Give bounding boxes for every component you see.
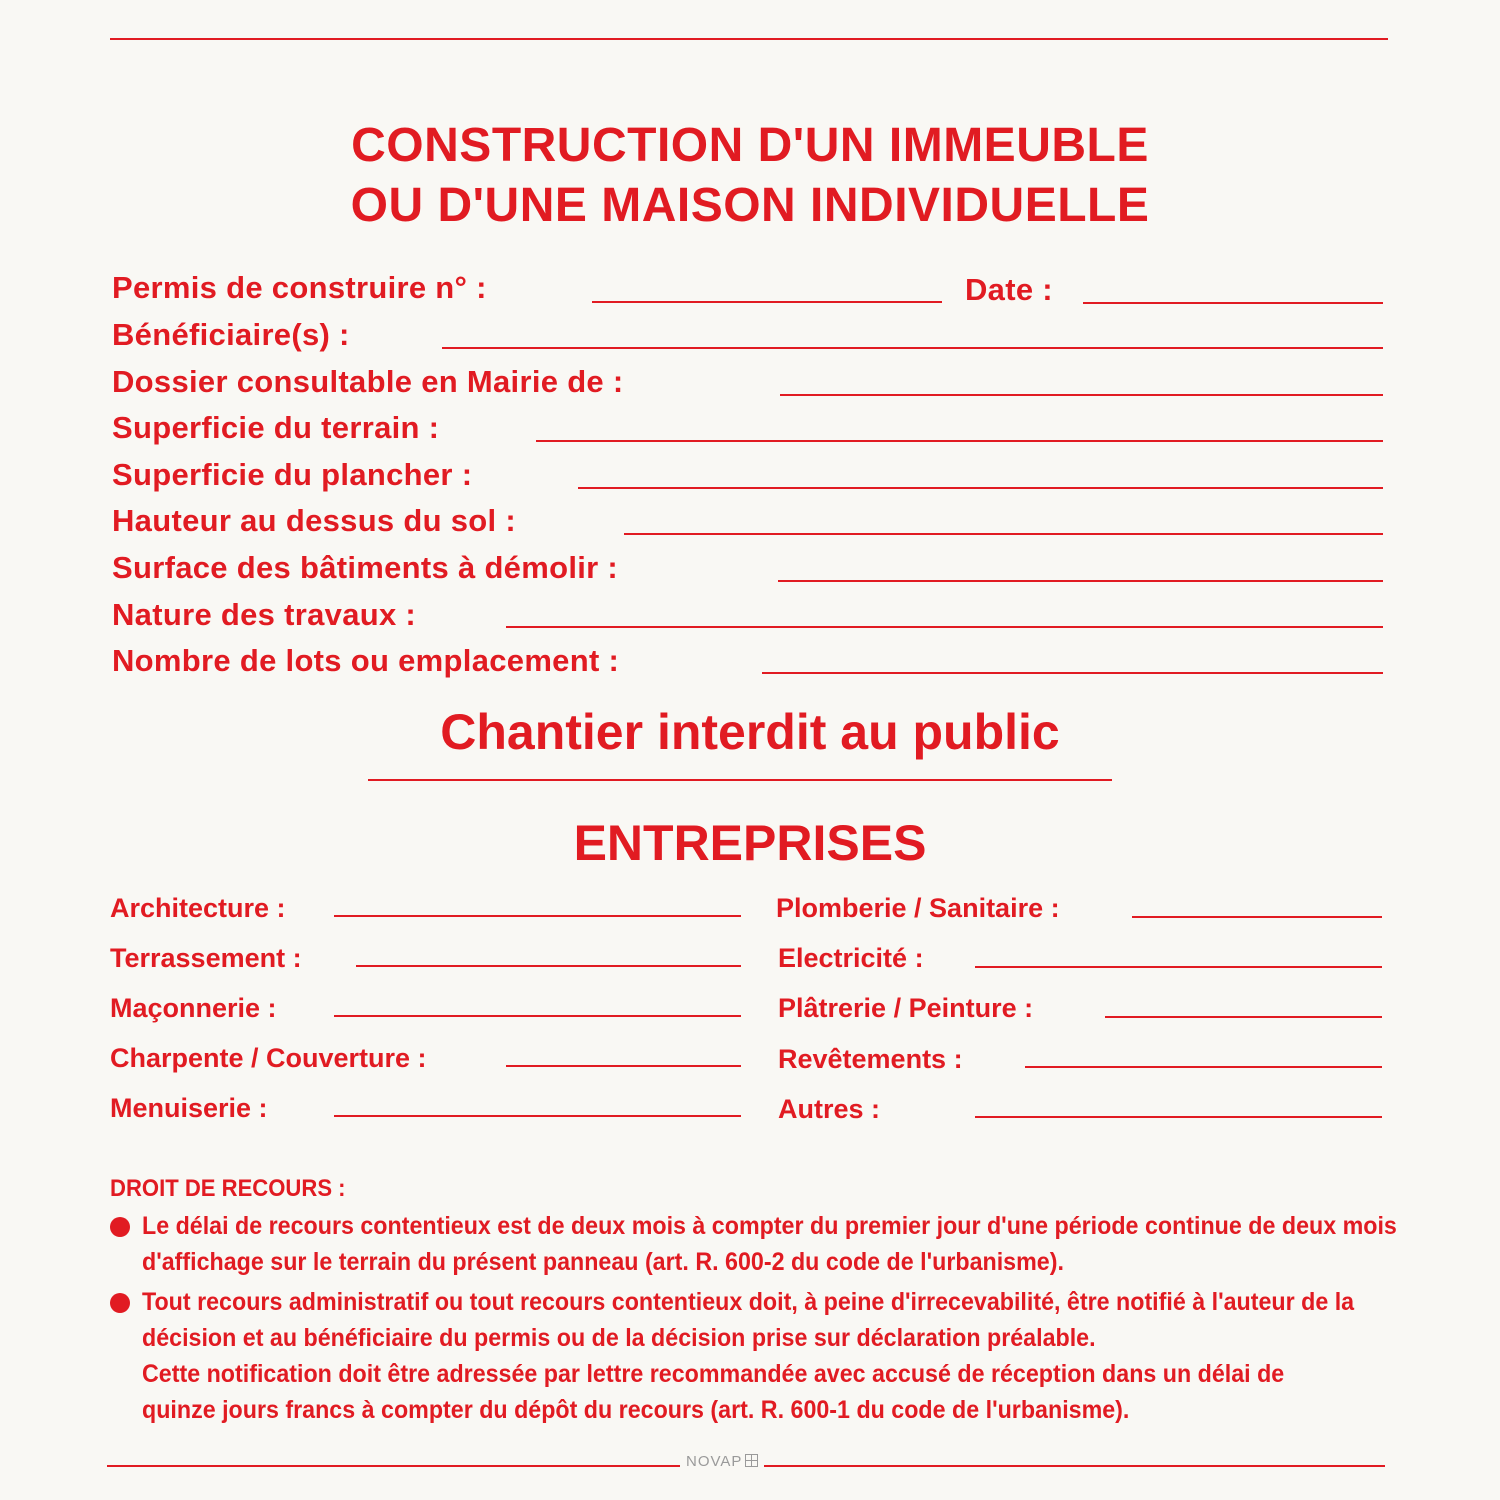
date-label: Date : (965, 272, 1053, 307)
dossier-line[interactable] (780, 394, 1383, 396)
ent-architecture-label: Architecture : (110, 893, 286, 923)
ent-plomberie-label: Plomberie / Sanitaire : (776, 893, 1060, 923)
dossier-label: Dossier consultable en Mairie de : (112, 364, 624, 399)
brand-text: NOVAP (686, 1453, 743, 1470)
date-line[interactable] (1083, 302, 1383, 304)
nature-travaux-label: Nature des travaux : (112, 597, 417, 632)
recours-p2-line3: Cette notification doit être adressée par lettre recommandée avec accusé de réception dans un délai de (142, 1360, 1285, 1388)
ent-plomberie-line[interactable] (1132, 916, 1382, 918)
ent-revetements-label: Revêtements : (778, 1044, 963, 1074)
ent-revetements-line[interactable] (1025, 1066, 1382, 1068)
ent-platrerie-line[interactable] (1105, 1016, 1382, 1018)
top-rule (110, 38, 1388, 40)
recours-p2-line1: Tout recours administratif ou tout recours contentieux doit, à peine d'irrecevabilité, être notifié à l'auteur de la (142, 1288, 1355, 1316)
ent-charpente-label: Charpente / Couverture : (110, 1043, 427, 1073)
ent-electricite-label: Electricité : (778, 943, 924, 973)
notice-chantier: Chantier interdit au public (440, 704, 1060, 760)
permis-line[interactable] (592, 301, 942, 303)
hauteur-label: Hauteur au dessus du sol : (112, 503, 516, 538)
ent-autres-label: Autres : (778, 1094, 881, 1124)
title-line-1: CONSTRUCTION D'UN IMMEUBLE (351, 119, 1149, 172)
ent-autres-line[interactable] (975, 1116, 1382, 1118)
recours-p1-line2: d'affichage sur le terrain du présent panneau (art. R. 600-2 du code de l'urbanisme). (142, 1248, 1064, 1276)
superficie-terrain-line[interactable] (536, 440, 1383, 442)
superficie-terrain-label: Superficie du terrain : (112, 410, 440, 445)
recours-p1-line1: Le délai de recours contentieux est de deux mois à compter du premier jour d'une période continue de deux mois (142, 1212, 1397, 1240)
brand-logo (680, 1453, 764, 1470)
ent-menuiserie-label: Menuiserie : (110, 1093, 268, 1123)
hauteur-line[interactable] (624, 533, 1383, 535)
ent-terrassement-label: Terrassement : (110, 943, 302, 973)
beneficiaires-line[interactable] (442, 347, 1383, 349)
ent-electricite-line[interactable] (975, 966, 1382, 968)
ent-maconnerie-label: Maçonnerie : (110, 993, 277, 1023)
recours-p2-line2: décision et au bénéficiaire du permis ou de la décision prise sur déclaration préalable. (142, 1324, 1096, 1352)
recours-title: DROIT DE RECOURS : (110, 1175, 346, 1202)
superficie-plancher-label: Superficie du plancher : (112, 457, 473, 492)
ent-menuiserie-line[interactable] (334, 1115, 741, 1117)
beneficiaires-label: Bénéficiaire(s) : (112, 317, 350, 352)
title-line-2: OU D'UNE MAISON INDIVIDUELLE (350, 179, 1150, 232)
ent-maconnerie-line[interactable] (334, 1015, 741, 1017)
ent-terrassement-line[interactable] (356, 965, 741, 967)
notice-underline (368, 779, 1112, 781)
surface-demolir-line[interactable] (778, 580, 1383, 582)
nombre-lots-label: Nombre de lots ou emplacement : (112, 643, 620, 678)
surface-demolir-label: Surface des bâtiments à démolir : (112, 550, 619, 585)
nombre-lots-line[interactable] (762, 672, 1383, 674)
nature-travaux-line[interactable] (506, 626, 1383, 628)
ent-architecture-line[interactable] (334, 915, 741, 917)
permis-label: Permis de construire n° : (112, 270, 487, 305)
superficie-plancher-line[interactable] (578, 487, 1383, 489)
recours-p2-line4: quinze jours francs à compter du dépôt du recours (art. R. 600-1 du code de l'urbanisme). (142, 1396, 1130, 1424)
bullet-2 (110, 1293, 130, 1313)
ent-platrerie-label: Plâtrerie / Peinture : (778, 993, 1034, 1023)
bullet-1 (110, 1217, 130, 1237)
entreprises-title: ENTREPRISES (573, 815, 927, 871)
ent-charpente-line[interactable] (506, 1065, 741, 1067)
grid-icon (745, 1454, 758, 1467)
